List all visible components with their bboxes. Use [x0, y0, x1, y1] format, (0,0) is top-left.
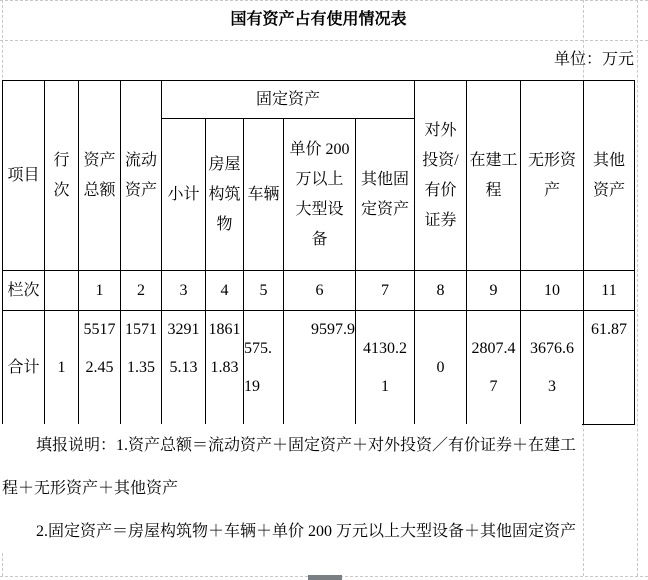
- column-number-row: [3, 271, 635, 311]
- cell: 4: [206, 271, 244, 311]
- cell: 5517 2.45: [79, 311, 121, 425]
- header-external-investment: 对外 投资/ 有价 证券: [415, 81, 467, 271]
- header-fixed-assets: 固定资产: [162, 81, 415, 119]
- scrollbar-thumb[interactable]: [308, 575, 342, 580]
- header-buildings: 房屋 构筑 物: [206, 119, 244, 271]
- cell: 2: [121, 271, 162, 311]
- note-2: 2.固定资产＝房屋构筑物＋车辆＋单价 200 万元以上大型设备＋其他固定资产: [36, 523, 577, 540]
- cell: 6: [284, 271, 356, 311]
- header-item: 项目: [3, 81, 45, 271]
- cell: 3676.6 3: [521, 311, 584, 425]
- cell: 9597.9: [284, 311, 356, 425]
- gridline: [0, 40, 648, 41]
- page-title: 国有资产占有使用情况表: [230, 11, 407, 28]
- header-row: [3, 81, 635, 119]
- cell: 9: [467, 271, 521, 311]
- cell: 61.87: [584, 311, 635, 425]
- header-row-no: 行 次: [45, 81, 79, 271]
- note-1: 填报说明：1.资产总额＝流动资产＋固定资产＋对外投资／有价证券＋在建工程＋无形资产＋其他资产: [2, 437, 577, 497]
- cell: 11: [584, 271, 635, 311]
- asset-table: [2, 80, 635, 425]
- row-label: 合计: [3, 311, 45, 425]
- total-row: [3, 311, 635, 425]
- header-construction: 在建工 程: [467, 81, 521, 271]
- header-subtotal: 小计: [162, 119, 206, 271]
- header-current-assets: 流动 资产: [121, 81, 162, 271]
- gridline: [637, 0, 638, 576]
- cell: 1: [45, 311, 79, 425]
- cell: 7: [356, 271, 415, 311]
- cell: [45, 271, 79, 311]
- cell: 3291 5.13: [162, 311, 206, 425]
- cell: 1571 1.35: [121, 311, 162, 425]
- cell: 10: [521, 271, 584, 311]
- cell: 1: [79, 271, 121, 311]
- header-vehicles: 车辆: [244, 119, 284, 271]
- cell: 8: [415, 271, 467, 311]
- header-large-equipment: 单价 200 万以上 大型设 备: [284, 119, 356, 271]
- unit-label: 单位：万元: [553, 51, 634, 68]
- notes: [2, 424, 582, 553]
- cell: 4130.2 1: [356, 311, 415, 425]
- header-other: 其他 资产: [584, 81, 635, 271]
- header-other-fixed: 其他固 定资产: [356, 119, 415, 271]
- cell: 575. 19: [244, 311, 284, 425]
- cell: 2807.4 7: [467, 311, 521, 425]
- cell: 0: [415, 311, 467, 425]
- row-label: 栏次: [3, 271, 45, 311]
- cell: 1861 1.83: [206, 311, 244, 425]
- header-total-assets: 资产 总额: [79, 81, 121, 271]
- cell: 3: [162, 271, 206, 311]
- header-intangible: 无形资 产: [521, 81, 584, 271]
- cell: 5: [244, 271, 284, 311]
